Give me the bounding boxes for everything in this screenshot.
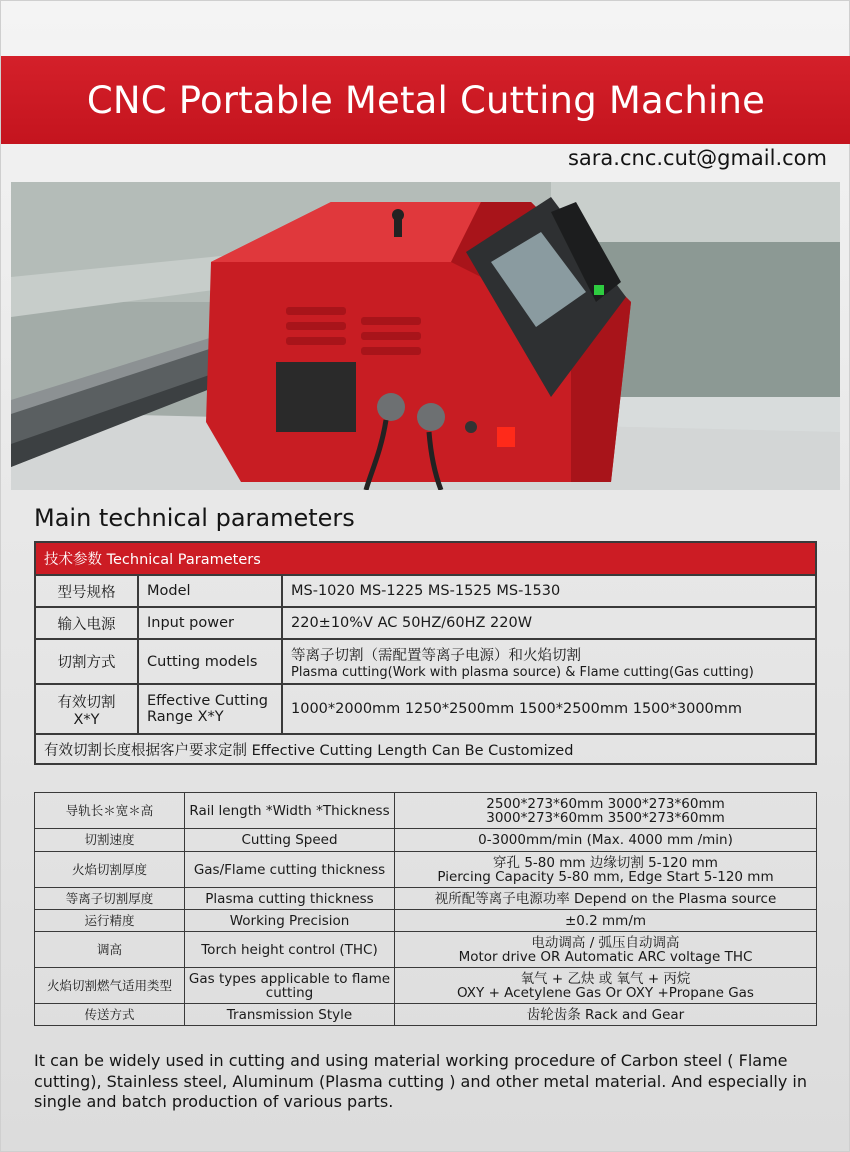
- row-label-en-line2: cutting: [265, 984, 314, 1001]
- row-value: [395, 968, 817, 1004]
- machine-photo-icon: [11, 182, 840, 490]
- row-value: [395, 932, 817, 968]
- row-label-en-line2: Range X*Y: [147, 709, 224, 725]
- row-value: 齿轮齿条 Rack and Gear: [395, 1004, 817, 1026]
- row-label-en-line1: Gas types applicable to flame: [188, 970, 391, 987]
- row-label-cn-line1: 有效切割: [57, 694, 116, 711]
- row-label-en: Cutting models: [138, 639, 282, 684]
- row-label-en: Model: [138, 575, 282, 607]
- table-row: [35, 968, 817, 1004]
- row-label-cn: 传送方式: [35, 1004, 185, 1026]
- row-label-cn: 等离子切割厚度: [35, 888, 185, 910]
- row-value-cn: 等离子切割（需配置等离子电源）和火焰切割: [291, 647, 581, 664]
- table-footer-row: [35, 734, 816, 764]
- row-value: [282, 639, 816, 684]
- table-row: [35, 607, 816, 639]
- row-label-en: Cutting Speed: [185, 829, 395, 852]
- row-label-cn: 型号规格: [35, 575, 138, 607]
- row-value-line1: 2500*273*60mm 3000*273*60mm: [486, 795, 725, 812]
- row-label-cn: 调高: [35, 932, 185, 968]
- table-footer: 有效切割长度根据客户要求定制 Effective Cutting Length Can Be Customized: [35, 734, 816, 764]
- row-value: ±0.2 mm/m: [395, 910, 817, 932]
- table-row: [35, 793, 817, 829]
- row-label-cn: 切割方式: [35, 639, 138, 684]
- row-label-cn: 输入电源: [35, 607, 138, 639]
- table-row: [35, 684, 816, 734]
- row-value: 1000*2000mm 1250*2500mm 1500*2500mm 1500*3000mm: [282, 684, 816, 734]
- table-row: [35, 575, 816, 607]
- row-value-line2: 3000*273*60mm 3500*273*60mm: [486, 809, 725, 826]
- row-value: 0-3000mm/min (Max. 4000 mm /min): [395, 829, 817, 852]
- row-value-en: Plasma cutting(Work with plasma source) & Flame cutting(Gas cutting): [291, 664, 754, 680]
- row-label-en: Gas/Flame cutting thickness: [185, 852, 395, 888]
- row-label-en: Working Precision: [185, 910, 395, 932]
- row-label-cn: 导轨长＊宽＊高: [35, 793, 185, 829]
- row-label-cn: 火焰切割燃气适用类型: [35, 968, 185, 1004]
- row-label-en: Input power: [138, 607, 282, 639]
- contact-email: sara.cnc.cut@gmail.com: [567, 146, 827, 170]
- row-label-en: [185, 968, 395, 1004]
- row-label-en-line1: Effective Cutting: [147, 693, 268, 709]
- row-value: [395, 793, 817, 829]
- row-label-en: [138, 684, 282, 734]
- row-value: [395, 852, 817, 888]
- row-value: 视所配等离子电源功率 Depend on the Plasma source: [395, 888, 817, 910]
- row-label-en: Plasma cutting thickness: [185, 888, 395, 910]
- row-value-line2: Motor drive OR Automatic ARC voltage THC: [458, 948, 753, 965]
- row-label-en: Rail length *Width *Thickness: [185, 793, 395, 829]
- row-value-line1: 穿孔 5-80 mm 边缘切割 5-120 mm: [493, 854, 718, 871]
- row-label-cn: 切割速度: [35, 829, 185, 852]
- table-row: [35, 888, 817, 910]
- table-header: 技术参数 Technical Parameters: [35, 542, 816, 575]
- row-label-cn-line2: X*Y: [73, 711, 100, 728]
- product-description: It can be widely used in cutting and using material working procedure of Carbon steel ( Flame cutting), Stainless steel, Aluminum (Plasma cutting ) and other metal material. And especially in single and batch production of various parts.: [34, 1051, 808, 1111]
- row-label-cn: [35, 684, 138, 734]
- title-banner: [1, 56, 850, 144]
- row-value: 220±10%V AC 50HZ/60HZ 220W: [282, 607, 816, 639]
- row-label-en: Torch height control (THC): [185, 932, 395, 968]
- page-title: CNC Portable Metal Cutting Machine: [86, 78, 766, 122]
- row-label-en: Transmission Style: [185, 1004, 395, 1026]
- technical-parameters-table: [34, 541, 817, 765]
- row-value-line1: 氧气 + 乙炔 或 氧气 + 丙烷: [520, 970, 691, 987]
- row-value: MS-1020 MS-1225 MS-1525 MS-1530: [282, 575, 816, 607]
- specification-table: [34, 792, 817, 1026]
- section-title: Main technical parameters: [34, 504, 355, 532]
- row-value-line1: 电动调高 / 弧压自动调高: [531, 934, 680, 951]
- table-row: [35, 910, 817, 932]
- row-label-cn: 火焰切割厚度: [35, 852, 185, 888]
- table-row: [35, 639, 816, 684]
- row-value-line2: OXY + Acetylene Gas Or OXY +Propane Gas: [457, 984, 754, 1001]
- row-label-cn: 运行精度: [35, 910, 185, 932]
- table-row: [35, 932, 817, 968]
- table-row: [35, 829, 817, 852]
- table-row: [35, 852, 817, 888]
- table-row: [35, 1004, 817, 1026]
- row-value-line2: Piercing Capacity 5-80 mm, Edge Start 5-120 mm: [437, 868, 774, 885]
